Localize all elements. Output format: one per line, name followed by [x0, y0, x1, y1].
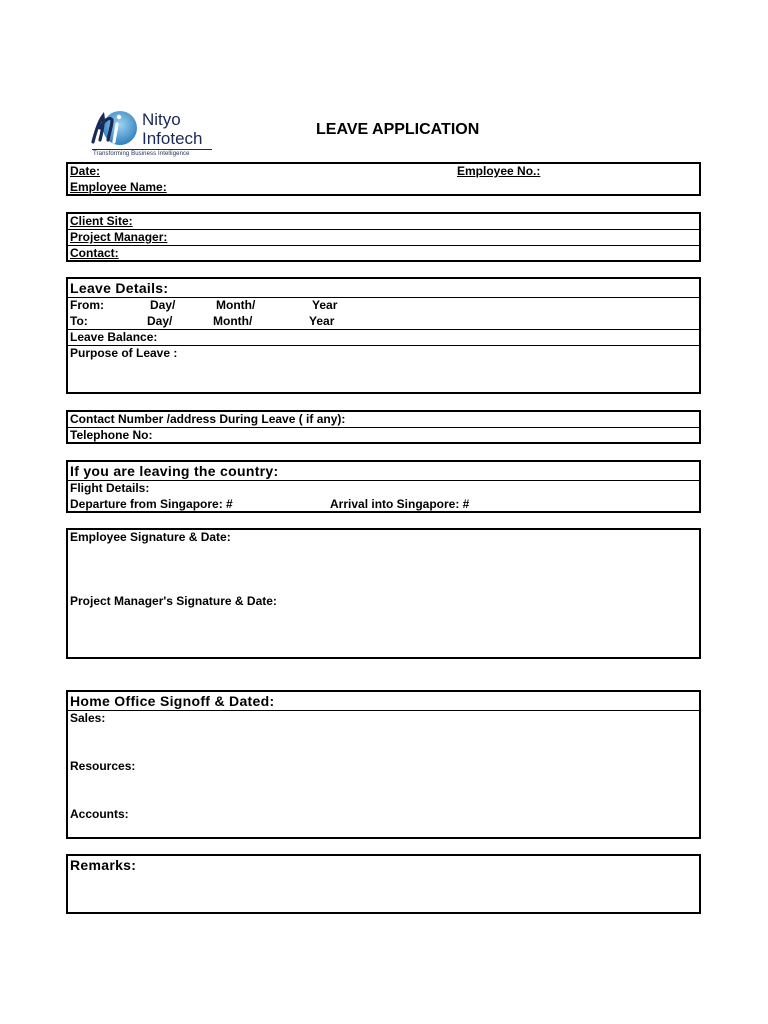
client-site-label: Client Site:	[70, 214, 133, 228]
from-day-label: Day/	[150, 298, 176, 312]
leave-details-header: Leave Details:	[70, 280, 169, 296]
contact-label: Contact:	[70, 246, 119, 260]
to-label: To:	[70, 314, 88, 328]
employee-name-label: Employee Name:	[70, 180, 167, 194]
to-year-label: Year	[309, 314, 335, 328]
arrival-label: Arrival into Singapore: #	[330, 497, 470, 511]
to-month-label: Month/	[213, 314, 253, 328]
home-office-section	[66, 690, 701, 839]
date-label: Date:	[70, 164, 101, 178]
project-manager-label: Project Manager:	[70, 230, 168, 244]
accounts-label: Accounts:	[70, 807, 129, 821]
divider	[68, 710, 699, 711]
travel-header: If you are leaving the country:	[70, 463, 279, 479]
divider	[68, 480, 699, 481]
travel-section	[66, 460, 701, 513]
contact-during-leave-section	[66, 410, 701, 444]
divider	[68, 427, 699, 428]
leave-details-section	[66, 277, 701, 394]
employee-signature-label: Employee Signature & Date:	[70, 530, 231, 544]
flight-details-label: Flight Details:	[70, 481, 150, 495]
form-title: LEAVE APPLICATION	[316, 121, 480, 138]
home-office-header: Home Office Signoff & Dated:	[70, 693, 275, 709]
sales-label: Sales:	[70, 711, 106, 725]
purpose-of-leave-label: Purpose of Leave :	[70, 346, 178, 360]
departure-label: Departure from Singapore: #	[70, 497, 233, 511]
contact-address-label: Contact Number /address During Leave ( if any):	[70, 412, 346, 426]
divider	[68, 329, 699, 330]
employee-no-label: Employee No.:	[457, 164, 541, 178]
employee-section	[66, 162, 701, 196]
remarks-header: Remarks:	[70, 857, 137, 873]
client-section	[66, 212, 701, 262]
manager-signature-label: Project Manager's Signature & Date:	[70, 594, 277, 608]
company-tagline: Transforming Business Intelligence	[93, 151, 190, 157]
logo-mark-icon	[90, 108, 138, 152]
signatures-section	[66, 528, 701, 659]
leave-balance-label: Leave Balance:	[70, 330, 158, 344]
resources-label: Resources:	[70, 759, 136, 773]
from-year-label: Year	[312, 298, 338, 312]
to-day-label: Day/	[147, 314, 173, 328]
company-logo	[90, 108, 215, 162]
divider	[68, 245, 699, 246]
company-name-line2: Infotech	[142, 129, 203, 148]
remarks-section	[66, 854, 701, 914]
logo-divider	[92, 149, 212, 150]
telephone-label: Telephone No:	[70, 428, 153, 442]
from-label: From:	[70, 298, 104, 312]
from-month-label: Month/	[216, 298, 256, 312]
company-name-line1: Nityo	[142, 110, 181, 129]
